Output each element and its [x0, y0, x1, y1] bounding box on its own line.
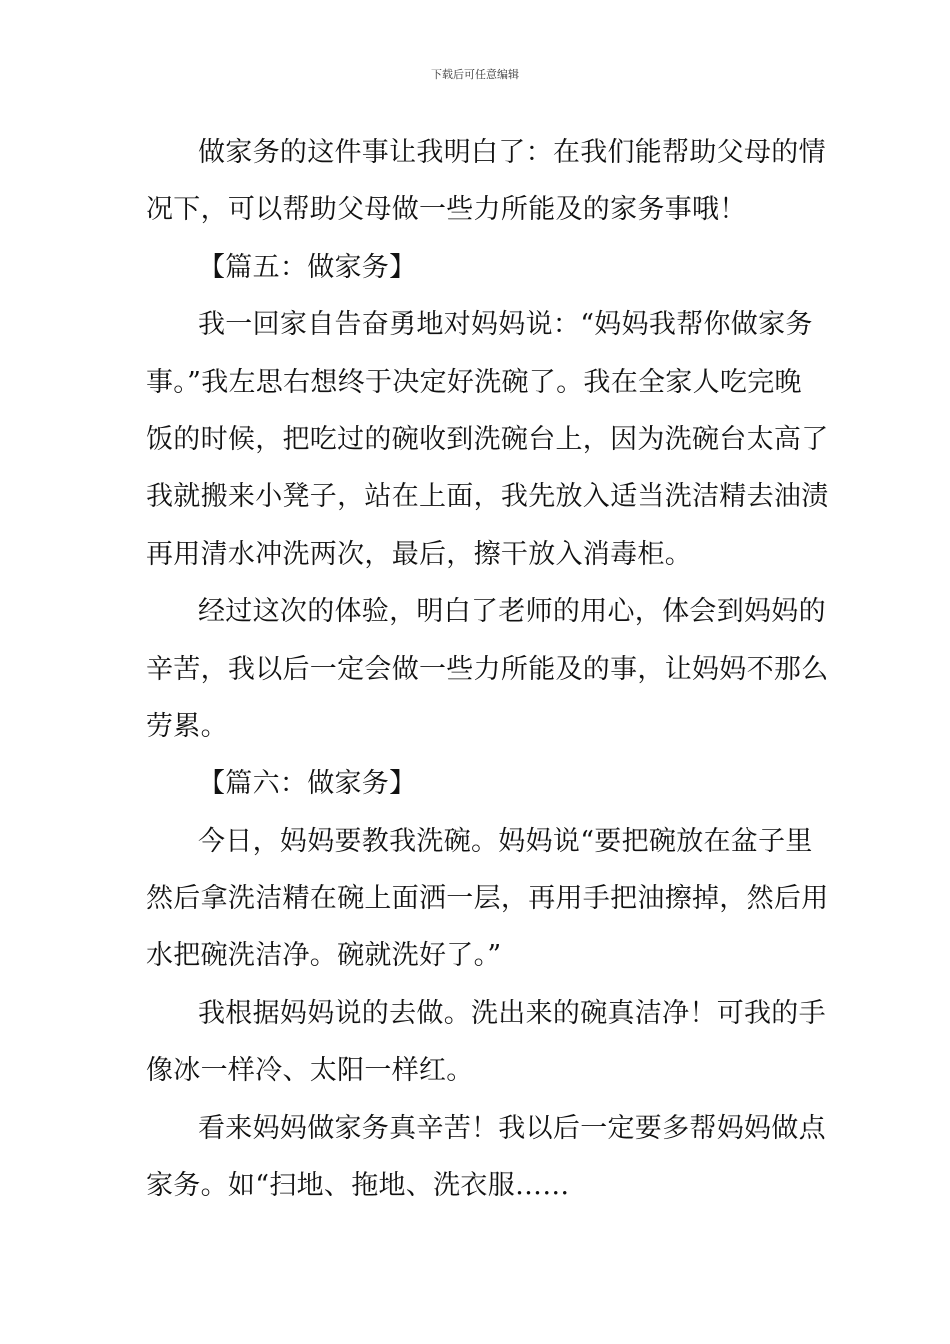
- text-line: 今日，妈妈要教我洗碗。妈妈说“要把碗放在盆子里: [198, 825, 813, 857]
- text-line: 劳累。: [146, 710, 228, 742]
- text-line: 然后拿洗洁精在碗上面洒一层，再用手把油擦掉，然后用: [146, 883, 829, 915]
- text-line: 况下，可以帮助父母做一些力所能及的家务事哦！: [146, 194, 747, 226]
- text-line: 家务。如“扫地、拖地、洗衣服……: [146, 1170, 570, 1202]
- text-line: 饭的时候，把吃过的碗收到洗碗台上，因为洗碗台太高了: [146, 423, 829, 455]
- text-line: 做家务的这件事让我明白了：在我们能帮助父母的情: [198, 137, 826, 168]
- text-line: 水把碗洗洁净。碗就洗好了。”: [146, 940, 502, 972]
- header-note: 下载后可任意编辑: [431, 68, 519, 81]
- text-line: 辛苦，我以后一定会做一些力所能及的事，让妈妈不那么: [146, 653, 829, 685]
- text-line: 事。”我左思右想终于决定好洗碗了。我在全家人吃完晚: [146, 366, 802, 398]
- section-heading: 【篇六：做家务】: [198, 768, 417, 800]
- text-line: 我就搬来小凳子，站在上面，我先放入适当洗洁精去油渍: [146, 481, 829, 513]
- text-line: 像冰一样冷、太阳一样红。: [146, 1055, 474, 1087]
- section-heading: 【篇五：做家务】: [198, 251, 417, 283]
- text-line: 我一回家自告奋勇地对妈妈说：“妈妈我帮你做家务: [198, 309, 813, 341]
- text-line: 经过这次的体验，明白了老师的用心，体会到妈妈的: [198, 596, 826, 628]
- text-line: 再用清水冲洗两次，最后，擦干放入消毒柜。: [146, 538, 692, 570]
- text-line: 看来妈妈做家务真辛苦！我以后一定要多帮妈妈做点: [198, 1112, 826, 1144]
- text-line: 我根据妈妈说的去做。洗出来的碗真洁净！可我的手: [198, 997, 826, 1029]
- document-body: [146, 124, 829, 1214]
